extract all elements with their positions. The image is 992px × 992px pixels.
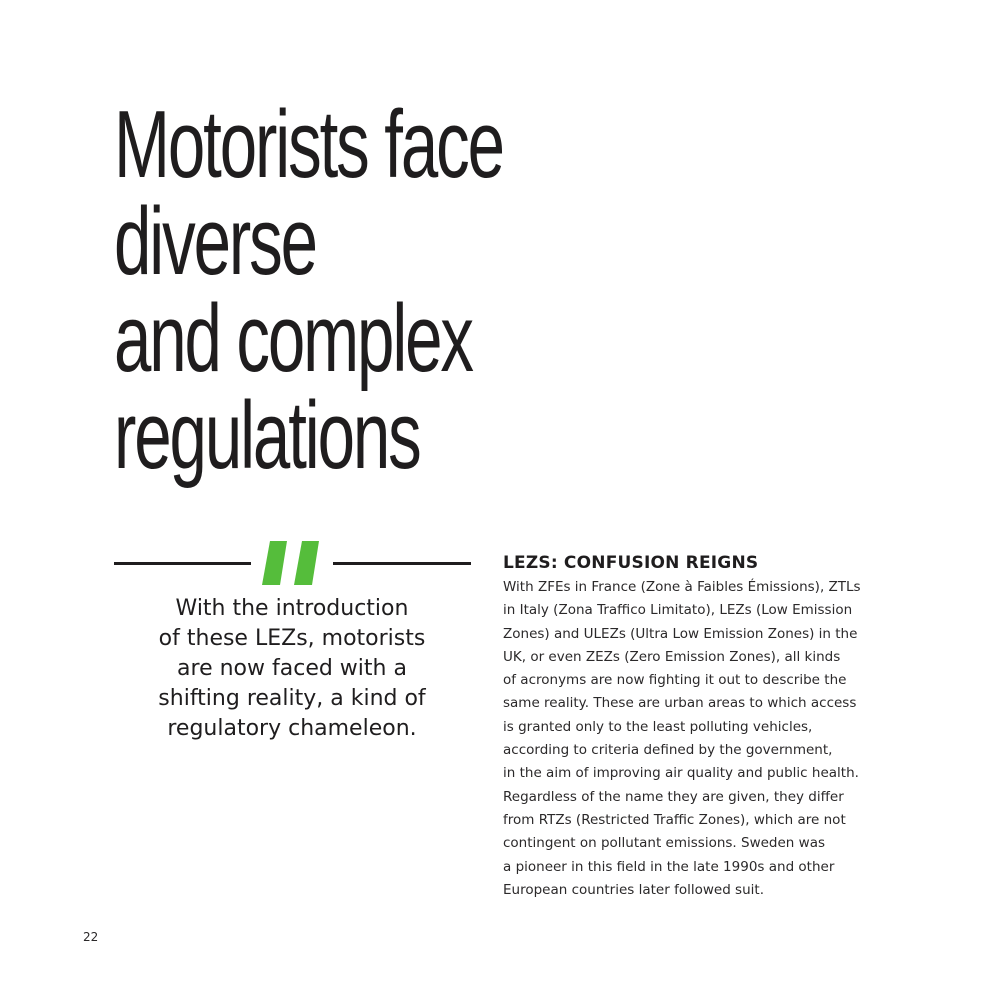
headline-line: regulations — [114, 382, 420, 489]
body-line: contingent on pollutant emissions. Sweden was — [503, 835, 825, 852]
page-number: 22 — [83, 930, 99, 944]
quote-mark-icon — [262, 541, 320, 585]
body-line: according to criteria defined by the government, — [503, 742, 833, 759]
section-body — [503, 576, 883, 902]
body-line: a pioneer in this field in the late 1990s and other — [503, 858, 835, 875]
headline-line: and complex — [114, 285, 472, 392]
pull-quote-line: With the introduction — [175, 596, 409, 621]
page-headline — [114, 91, 503, 489]
body-line: of acronyms are now fighting it out to describe the — [503, 672, 847, 689]
body-line: Zones) and ULEZs (Ultra Low Emission Zones) in the — [503, 625, 858, 642]
pull-quote-line: regulatory chameleon. — [167, 716, 417, 741]
body-line: in the aim of improving air quality and public health. — [503, 765, 859, 782]
section-title: LEZS: CONFUSION REIGNS — [503, 553, 759, 573]
quote-divider-right — [333, 562, 471, 565]
body-line: UK, or even ZEZs (Zero Emission Zones), all kinds — [503, 648, 841, 665]
pull-quote-line: of these LEZs, motorists — [158, 626, 426, 651]
body-line: from RTZs (Restricted Traffic Zones), which are not — [503, 811, 846, 828]
pull-quote-line: are now faced with a — [177, 656, 407, 681]
quote-divider-left — [114, 562, 251, 565]
body-line: With ZFEs in France (Zone à Faibles Émissions), ZTLs — [503, 579, 861, 595]
headline-line: diverse — [114, 188, 316, 295]
pull-quote-line: shifting reality, a kind of — [158, 686, 426, 711]
body-line: in Italy (Zona Traffico Limitato), LEZs (Low Emission — [503, 602, 853, 619]
headline-line: Motorists face — [114, 91, 503, 198]
body-line: Regardless of the name they are given, they differ — [503, 788, 844, 805]
body-line: same reality. These are urban areas to which access — [503, 695, 857, 712]
body-line: is granted only to the least polluting vehicles, — [503, 718, 813, 735]
body-line: European countries later followed suit. — [503, 881, 764, 898]
pull-quote — [120, 594, 464, 744]
